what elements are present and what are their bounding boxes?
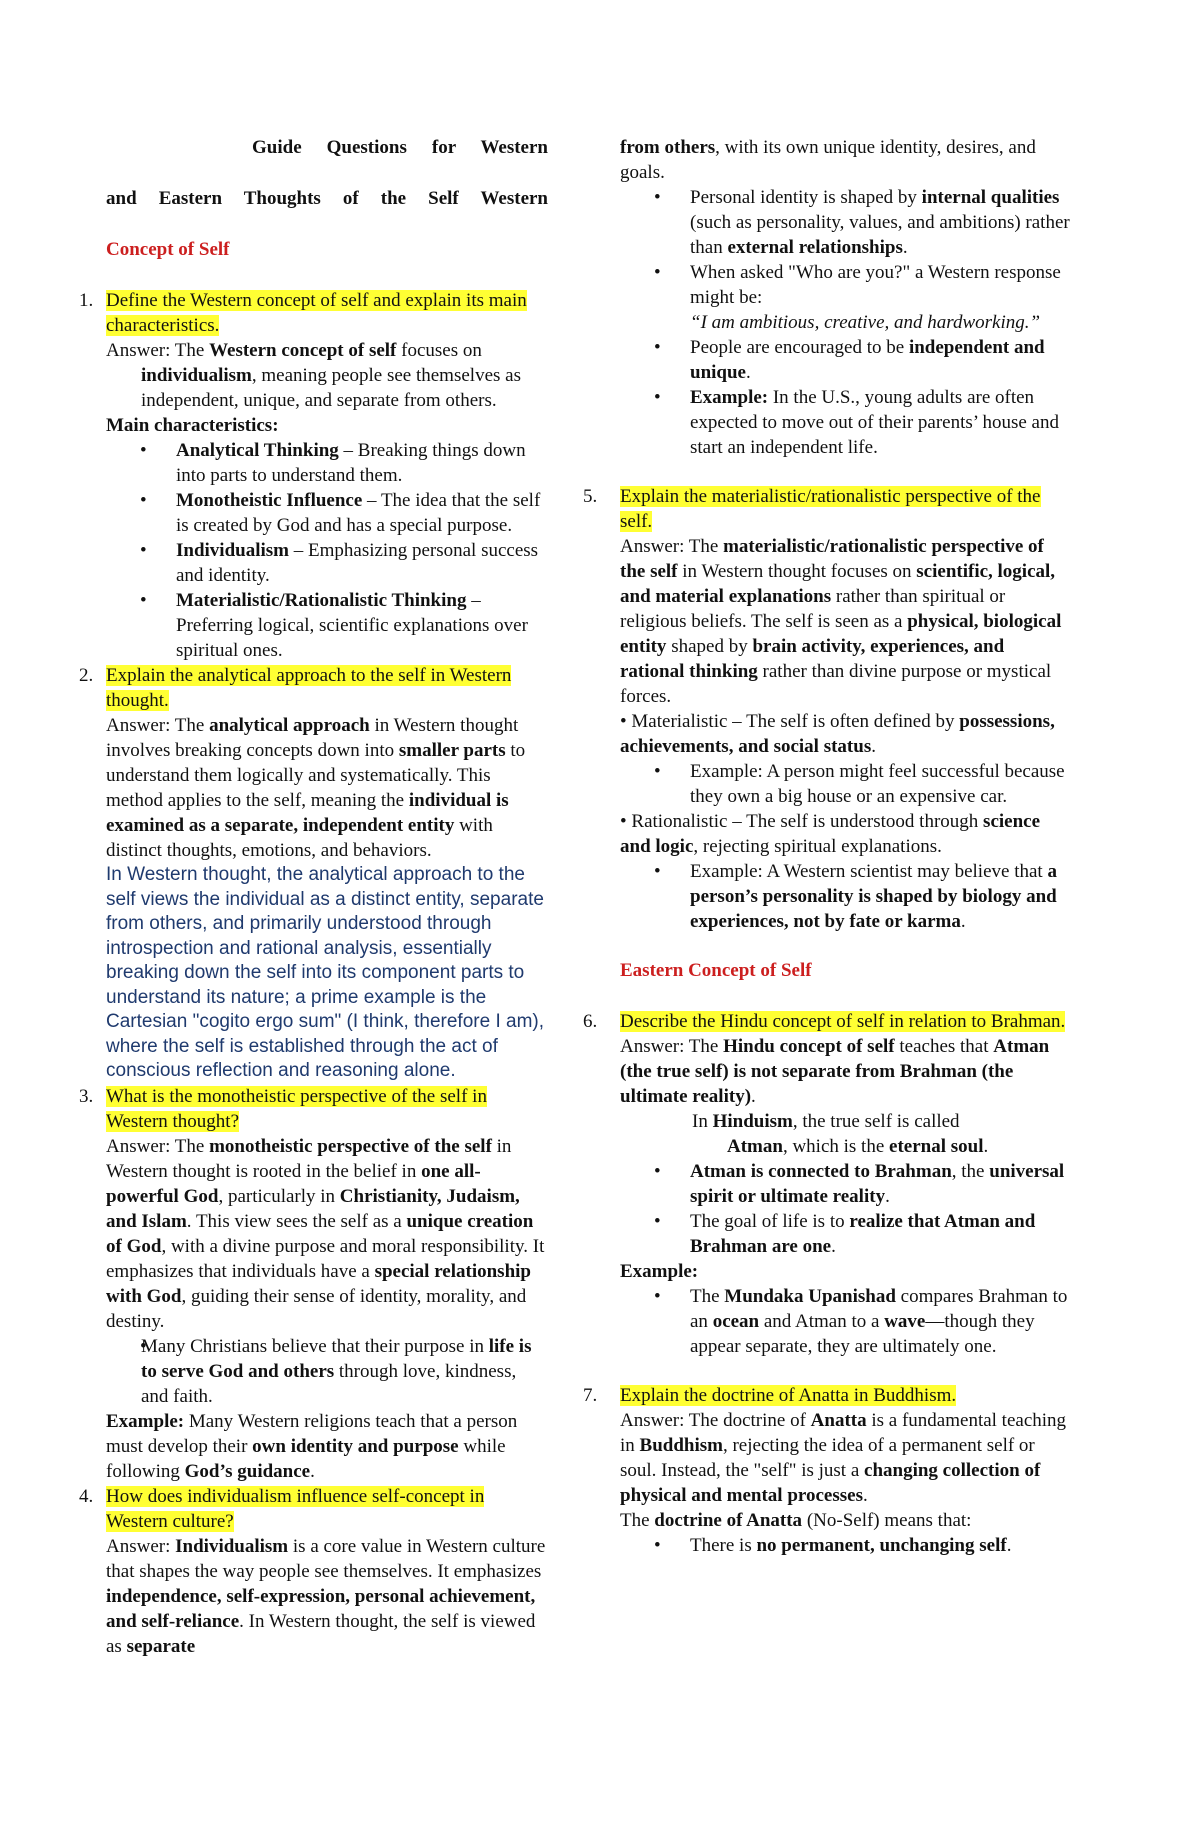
question-7 — [583, 1383, 1072, 1408]
answer-7-doctrine: The doctrine of Anatta (No-Self) means that: — [620, 1510, 972, 1531]
question-2 — [79, 663, 548, 713]
list-item: • People are encouraged to be independent and unique. — [620, 335, 1072, 385]
answer-6-example-list — [620, 1284, 1072, 1359]
rationalistic-example-list — [620, 859, 1072, 934]
list-item: • Materialistic/Rationalistic Thinking – Preferring logical, scientific explanations over spiritual ones. — [106, 588, 548, 663]
question-5 — [583, 484, 1072, 534]
answer-7: Answer: The doctrine of Anatta is a fundamental teaching in Buddhism, rejecting the idea of a permanent self or soul. Instead, the "self" is just a changing collection of physical and mental processes. — [620, 1410, 1067, 1506]
answer-1-cont: individualism, meaning people see themselves as independent, unique, and separate from others. — [141, 365, 521, 411]
answer-7-list — [620, 1533, 1072, 1558]
list-item: • Many Christians believe that their purpose in life is to serve God and others through love, kindness, and faith. — [106, 1334, 548, 1409]
answer-3-list — [106, 1334, 548, 1409]
answer-4-cont: from others, with its own unique identity, desires, and goals. — [620, 137, 1036, 183]
question-text: Define the Western concept of self and explain its main characteristics. — [106, 290, 527, 336]
question-text: What is the monotheistic perspective of the self in Western thought? — [106, 1085, 487, 1132]
list-item: • Example: In the U.S., young adults are often expected to move out of their parents’ house and start an independent life. — [620, 385, 1072, 460]
answer-4-list — [620, 185, 1072, 460]
characteristics-list — [106, 438, 548, 663]
list-item: • Atman is connected to Brahman, the universal spirit or ultimate reality. — [620, 1159, 1072, 1209]
list-item: • When asked "Who are you?" a Western response might be: “I am ambitious, creative, and hardworking.” — [620, 260, 1072, 335]
answer-6: Answer: The Hindu concept of self teaches that Atman (the true self) is not separate from Brahman (the ultimate reality). — [620, 1036, 1050, 1107]
answer-6-list — [620, 1159, 1072, 1259]
question-6 — [583, 1009, 1072, 1034]
rationalistic-point: • Rationalistic – The self is understood through science and logic, rejecting spiritual explanations. — [620, 811, 1041, 857]
question-number: 1. — [79, 290, 94, 311]
answer-5: Answer: The materialistic/rationalistic perspective of the self in Western thought focuses on scientific, logical, and material explanations rather than spiritual or religious beliefs. The self is seen as a physical, biological entity shaped by brain activity, experiences, and rational thinking rather than divine purpose or mystical forces. — [620, 536, 1062, 707]
list-item: • The Mundaka Upanishad compares Brahman to an ocean and Atman to a wave—though they appear separate, they are ultimately one. — [620, 1284, 1072, 1359]
answer-2: Answer: The analytical approach in Western thought involves breaking concepts down into smaller parts to understand them logically and systematically. This method applies to the self, meaning the individual is examined as a separate, independent entity with distinct thoughts, emotions, and behaviors. — [106, 715, 526, 861]
right-column — [583, 135, 1072, 1558]
question-text: Explain the analytical approach to the self in Western thought. — [106, 665, 512, 711]
answer-3: Answer: The monotheistic perspective of the self in Western thought is rooted in the belief in one all-powerful God, particularly in Christianity, Judaism, and Islam. This view sees the self as a unique creation of God, with a divine purpose and moral responsibility. It emphasizes that individuals have a special relationship with God, guiding their sense of identity, morality, and destiny. — [106, 1135, 545, 1332]
question-1 — [79, 288, 548, 338]
question-text: Explain the doctrine of Anatta in Buddhism. — [620, 1385, 957, 1406]
list-item: • Individualism – Emphasizing personal success and identity. — [106, 538, 548, 588]
question-4 — [79, 1484, 548, 1534]
doc-title-line2: and Eastern Thoughts of the Self Western — [106, 188, 548, 209]
answer-1: Answer: The Western concept of self focuses on — [106, 340, 482, 361]
answer-3-example: Example: Many Western religions teach that a person must develop their own identity and purpose while following God’s guidance. — [106, 1410, 518, 1482]
question-number: 5. — [583, 486, 598, 507]
answer-6-hinduism: In Hinduism, the true self is called — [692, 1111, 960, 1132]
list-item: • The goal of life is to realize that Atman and Brahman are one. — [620, 1209, 1072, 1259]
list-item: • Example: A person might feel successful because they own a big house or an expensive car. — [620, 759, 1072, 809]
question-text: Explain the materialistic/rationalistic perspective of the self. — [620, 486, 1041, 532]
list-item: • Example: A Western scientist may believe that a person’s personality is shaped by biology and experiences, not by fate or karma. — [620, 859, 1072, 934]
left-column — [79, 135, 548, 1659]
question-number: 2. — [79, 665, 94, 686]
list-item: • Personal identity is shaped by internal qualities (such as personality, values, and ambitions) rather than external relationships. — [620, 185, 1072, 260]
materialistic-example-list — [620, 759, 1072, 809]
question-number: 7. — [583, 1385, 598, 1406]
answer-4: Answer: Individualism is a core value in Western culture that shapes the way people see themselves. It emphasizes independence, self-expression, personal achievement, and self-reliance. In Western thought, the self is viewed as separate — [106, 1535, 546, 1657]
list-item: • There is no permanent, unchanging self. — [620, 1533, 1072, 1558]
question-text: Describe the Hindu concept of self in relation to Brahman. — [620, 1011, 1066, 1032]
doc-title-line1: Guide Questions for Western — [252, 137, 548, 158]
eastern-heading: Eastern Concept of Self — [620, 960, 812, 981]
materialistic-point: • Materialistic – The self is often defined by possessions, achievements, and social status. — [620, 711, 1055, 757]
question-3 — [79, 1084, 548, 1134]
answer-6-example-label: Example: — [620, 1261, 699, 1282]
question-number: 4. — [79, 1485, 94, 1507]
answer-2-extra: In Western thought, the analytical approach to the self views the individual as a distinct entity, separate from others, and primarily understood through introspection and rational analysis, essentially breaking down the self into its component parts to understand its nature; a prime example is the Cartesian "cogito ergo sum" (I think, therefore I am), where the self is established through the act of conscious reflection and reasoning alone. — [106, 864, 545, 1081]
main-characteristics-label: Main characteristics: — [106, 415, 279, 436]
answer-6-atman: Atman, which is the eternal soul. — [727, 1136, 989, 1157]
list-item: • Monotheistic Influence – The idea that the self is created by God and has a special purpose. — [106, 488, 548, 538]
question-number: 3. — [79, 1085, 94, 1107]
western-heading: Concept of Self — [106, 239, 230, 260]
list-item: • Analytical Thinking – Breaking things down into parts to understand them. — [106, 438, 548, 488]
question-number: 6. — [583, 1011, 598, 1032]
question-text: How does individualism influence self-concept in Western culture? — [106, 1485, 485, 1532]
